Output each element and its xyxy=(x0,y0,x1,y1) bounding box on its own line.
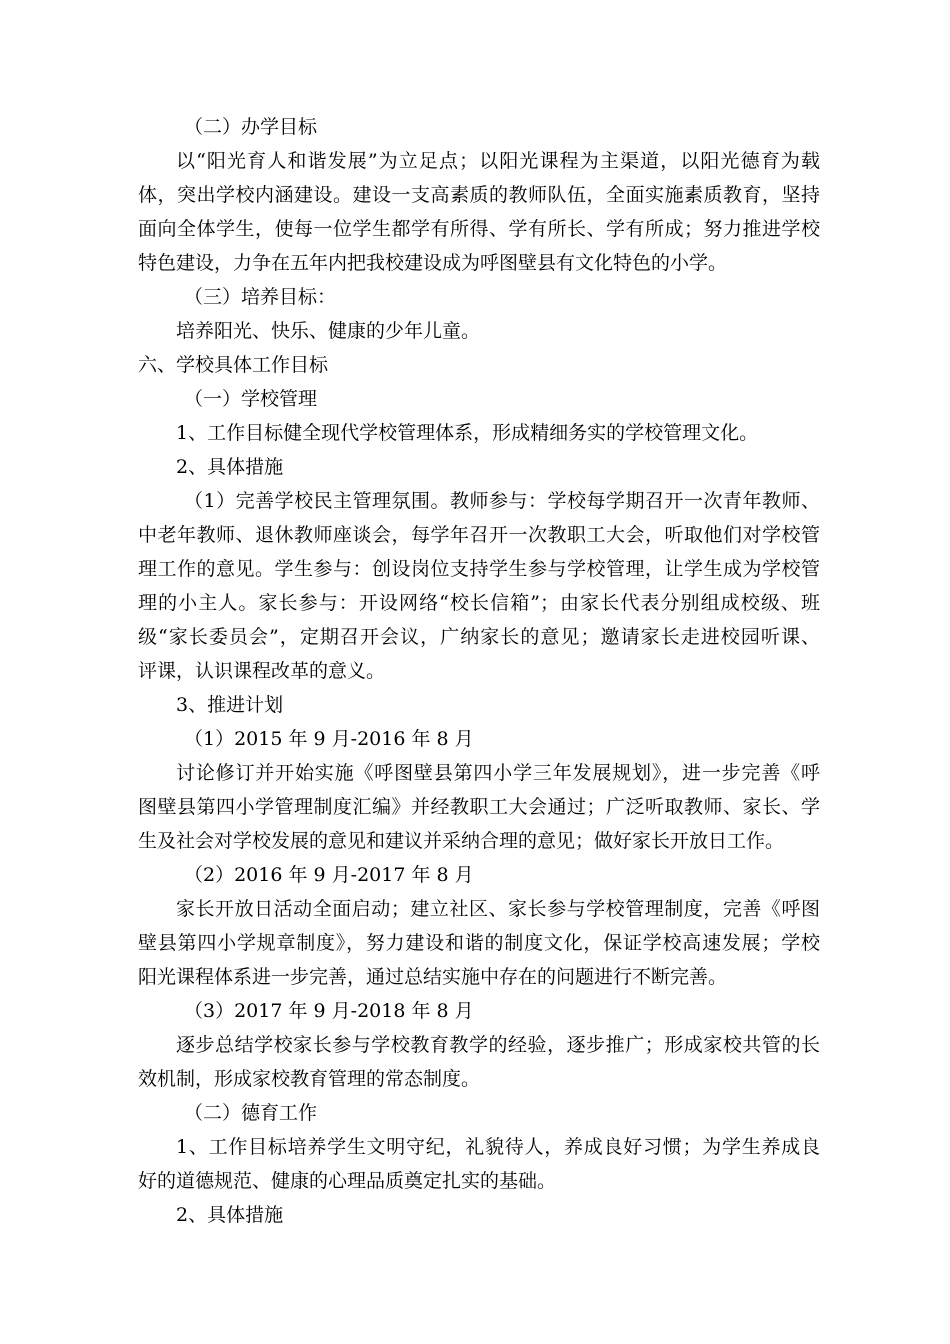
text-line: 3、推进计划 xyxy=(176,694,284,716)
text-line: （三）培养目标： xyxy=(184,286,337,308)
text-line: 家长开放日活动全面启动；建立社区、家长参与学校管理制度，完善《呼图 xyxy=(176,898,820,920)
text-line: 1、工作目标健全现代学校管理体系，形成精细务实的学校管理文化。 xyxy=(176,422,759,444)
text-line: （2）2016 年 9 月-2017 年 8 月 xyxy=(184,864,474,886)
text-line: 好的道德规范、健康的心理品质奠定扎实的基础。 xyxy=(138,1170,557,1192)
text-line: 逐步总结学校家长参与学校教育教学的经验，逐步推广；形成家校共管的长 xyxy=(176,1034,820,1056)
text-line: 理的小主人。家长参与：开设网络“校长信箱”；由家长代表分别组成校级、班 xyxy=(138,592,820,614)
text-line: 2、具体措施 xyxy=(176,1204,284,1226)
text-line: 阳光课程体系进一步完善，通过总结实施中存在的问题进行不断完善。 xyxy=(138,966,728,988)
text-line: （一）学校管理 xyxy=(184,388,318,410)
text-line: 中老年教师、退休教师座谈会，每学年召开一次教职工大会，听取他们对学校管 xyxy=(138,524,820,546)
text-line: （1）完善学校民主管理氛围。教师参与：学校每学期召开一次青年教师、 xyxy=(184,490,820,512)
text-line: （二）办学目标 xyxy=(184,116,318,138)
text-line: 级“家长委员会”，定期召开会议，广纳家长的意见；邀请家长走进校园听课、 xyxy=(138,626,820,648)
text-line: 面向全体学生，使每一位学生都学有所得、学有所长、学有所成；努力推进学校 xyxy=(138,218,820,240)
text-line: （1）2015 年 9 月-2016 年 8 月 xyxy=(184,728,474,750)
text-line: 理工作的意见。学生参与：创设岗位支持学生参与学校管理，让学生成为学校管 xyxy=(138,558,820,580)
text-line: 体，突出学校内涵建设。建设一支高素质的教师队伍，全面实施素质教育，坚持 xyxy=(138,184,820,206)
document-body xyxy=(138,110,820,1232)
text-line: 效机制，形成家校教育管理的常态制度。 xyxy=(138,1068,481,1090)
text-line: 图壁县第四小学管理制度汇编》并经教职工大会通过；广泛听取教师、家长、学 xyxy=(138,796,820,818)
text-line: （3）2017 年 9 月-2018 年 8 月 xyxy=(184,1000,474,1022)
text-line: 讨论修订并开始实施《呼图壁县第四小学三年发展规划》，进一步完善《呼 xyxy=(176,762,820,784)
text-line: 特色建设，力争在五年内把我校建设成为呼图壁县有文化特色的小学。 xyxy=(138,252,728,274)
text-line: 六、学校具体工作目标 xyxy=(138,354,329,376)
text-line: 1、工作目标培养学生文明守纪，礼貌待人，养成良好习惯；为学生养成良 xyxy=(176,1136,820,1158)
text-line: （二）德育工作 xyxy=(184,1102,318,1124)
text-line: 壁县第四小学规章制度》，努力建设和谐的制度文化，保证学校高速发展；学校 xyxy=(138,932,820,954)
text-line: 生及社会对学校发展的意见和建议并采纳合理的意见；做好家长开放日工作。 xyxy=(138,830,785,852)
text-line: 2、具体措施 xyxy=(176,456,284,478)
text-line: 以“阳光育人和谐发展”为立足点；以阳光课程为主渠道，以阳光德育为载 xyxy=(176,150,820,172)
text-line: 培养阳光、快乐、健康的少年儿童。 xyxy=(176,320,481,342)
text-line: 评课，认识课程改革的意义。 xyxy=(138,660,386,682)
